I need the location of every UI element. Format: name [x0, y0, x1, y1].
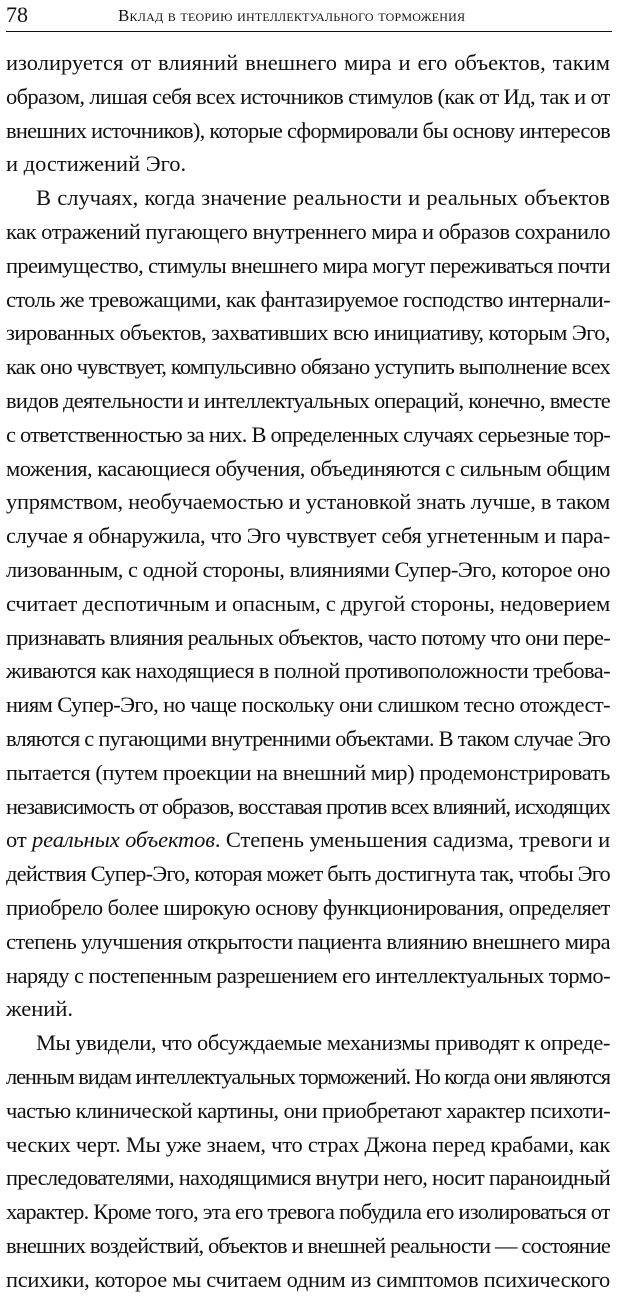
- text-line: признавать влияния реальных объектов, часто потому что они пере-: [6, 624, 610, 650]
- text-line: психики, которое мы считаем одним из симптомов психического: [6, 1266, 610, 1292]
- running-title: Вклад в теорию интеллектуального торможения: [118, 6, 466, 25]
- text-segment: . Степень уменьшения садизма, тревоги и: [214, 827, 610, 853]
- text-line: частью клинической картины, они приобретают характер психоти-: [6, 1097, 610, 1123]
- text-line: образом, лишая себя всех источников стимулов (как от Ид, так и от: [6, 83, 610, 109]
- text-line: В случаях, когда значение реальности и реальных объектов: [36, 185, 610, 211]
- text-line: лизованным, с одной стороны, влияниями Супер-Эго, которое оно: [6, 556, 610, 582]
- text-line: внешних источников), которые сформировали бы основу интересов: [6, 117, 610, 143]
- italic-emphasis: реальных объектов: [32, 827, 215, 853]
- text-line: живаются как находящиеся в полной противоположности требова-: [6, 658, 610, 684]
- text-line: можения, касающиеся обучения, объединяются с сильным общим: [6, 455, 610, 481]
- text-line: Мы увидели, что обсуждаемые механизмы приводят к опреде-: [36, 1030, 610, 1056]
- page-header: [6, 2, 612, 30]
- text-line: преимущество, стимулы внешнего мира могут переживаться почти: [6, 252, 610, 278]
- text-line: как отражений пугающего внутреннего мира и образов сохранило: [6, 218, 610, 244]
- text-line: внешних воздействий, объектов и внешней реальности — состояние: [6, 1232, 610, 1258]
- text-line: жений.: [6, 996, 73, 1022]
- text-line: видов деятельности и интеллектуальных операций, конечно, вместе: [6, 387, 610, 413]
- text-line: ческих черт. Мы уже знаем, что страх Джона перед крабами, как: [6, 1131, 610, 1157]
- text-line: наряду с постепенным разрешением его интеллектуальных тормо-: [6, 962, 610, 988]
- text-line: приобрело более широкую основу функционирования, определяет: [6, 894, 610, 920]
- text-line: [6, 823, 610, 857]
- text-segment: от: [6, 827, 33, 853]
- text-line: преследователями, находящимися внутри него, носит параноидный: [6, 1165, 610, 1191]
- text-line: ленным видам интеллектуальных торможений. Но когда они являются: [6, 1063, 610, 1089]
- text-line: считает деспотичным и опасным, с другой стороны, недоверием: [6, 590, 610, 616]
- text-line: ниям Супер-Эго, но чаще поскольку они слишком тесно отождест-: [6, 692, 610, 718]
- text-line: с ответственностью за них. В определенных случаях серьезные тор-: [6, 421, 610, 447]
- text-line: степень улучшения открытости пациента влиянию внешнего мира: [6, 928, 610, 954]
- text-line: как оно чувствует, компульсивно обязано уступить выполнение всех: [6, 354, 610, 380]
- header-rule: [6, 31, 612, 32]
- text-line: упрямством, необучаемостью и установкой знать лучше, в таком: [6, 489, 610, 515]
- text-line: случае я обнаружила, что Эго чувствует себя угнетенным и пара-: [6, 523, 610, 549]
- body-text: [6, 46, 610, 1296]
- text-line: зированных объектов, захвативших всю инициативу, которым Эго,: [6, 320, 610, 346]
- text-line: вляются с пугающими внутренними объектами. В таком случае Эго: [6, 725, 610, 751]
- text-line: пытается (путем проекции на внешний мир) продемонстрировать: [6, 759, 610, 785]
- text-line: характер. Кроме того, эта его тревога побудила его изолироваться от: [6, 1199, 610, 1225]
- text-line: изолируется от влияний внешнего мира и его объектов, таким: [6, 50, 610, 75]
- page-number: 78: [6, 2, 28, 27]
- text-line: столь же тревожащими, как фантазируемое господство интернали-: [6, 286, 610, 312]
- text-line: независимость от образов, восставая против всех влияний, исходящих: [6, 793, 610, 819]
- text-line: и достижений Эго.: [6, 151, 187, 177]
- text-line: действия Супер-Эго, которая может быть достигнута так, чтобы Эго: [6, 861, 610, 887]
